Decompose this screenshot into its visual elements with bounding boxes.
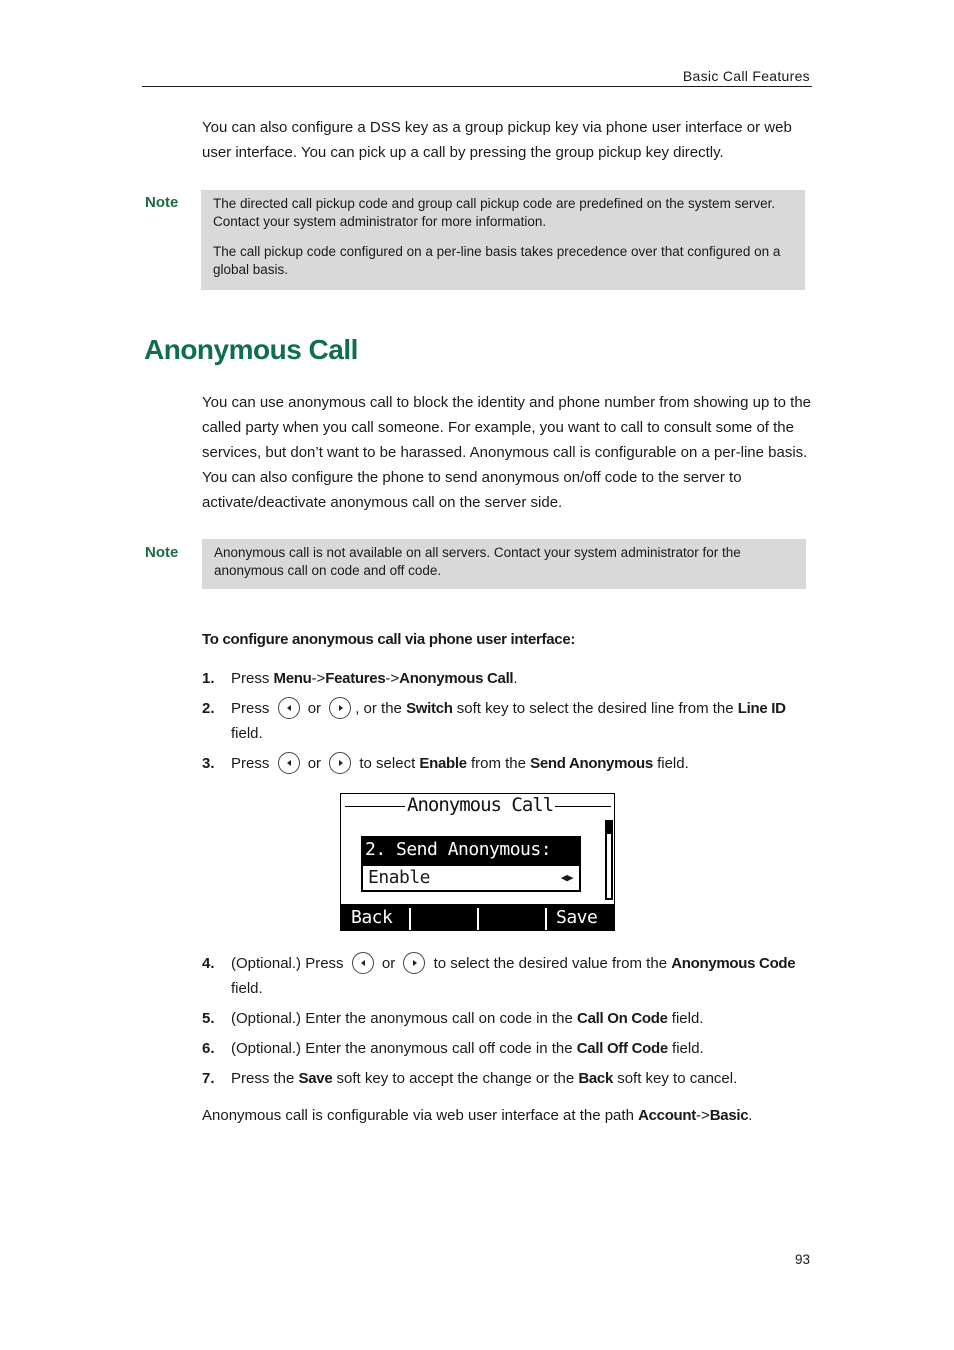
step-number: 6. — [202, 1040, 215, 1057]
procedure-step: 2. Press or , or the Switch soft key to select the desired line from the Line ID field. — [202, 696, 814, 746]
lcd-value-field — [361, 864, 581, 892]
procedure-step: 7. Press the Save soft key to accept the change or the Back soft key to cancel. — [202, 1066, 814, 1091]
header-rule — [142, 86, 812, 87]
lcd-selected-item: 2. Send Anonymous: — [361, 836, 581, 864]
softkey-divider — [409, 908, 411, 930]
step-number: 7. — [202, 1070, 215, 1087]
note-text: Anonymous call is not available on all servers. Contact your system administrator for the anonymous call on code and off code. — [214, 545, 741, 578]
procedure-step: 6. (Optional.) Enter the anonymous call off code in the Call Off Code field. — [202, 1036, 814, 1061]
right-navigation-key-icon — [329, 752, 351, 774]
step-number: 2. — [202, 700, 215, 717]
lcd-scrollbar — [605, 820, 613, 900]
step-number: 1. — [202, 670, 215, 687]
note-text: The directed call pickup code and group call pickup code are predefined on the system server. Contact your system administrator for more information. — [213, 196, 776, 229]
intro-paragraph: You can also configure a DSS key as a group pickup key via phone user interface or web user interface. You can pick up a call by pressing the group pickup key directly. — [202, 119, 792, 161]
phone-lcd-screenshot — [340, 793, 615, 931]
closing-paragraph: Anonymous call is configurable via web user interface at the path Account->Basic. — [202, 1107, 753, 1124]
note-box — [202, 539, 806, 589]
lcd-title-rule — [547, 806, 611, 807]
note-text: The call pickup code configured on a per-line basis takes precedence over that configured on a global basis. — [213, 244, 781, 277]
procedure-step: 4. (Optional.) Press or to select the desired value from the Anonymous Code field. — [202, 951, 814, 1001]
left-navigation-key-icon — [278, 752, 300, 774]
lcd-softkey-bar — [341, 904, 614, 930]
procedure-step: 5. (Optional.) Enter the anonymous call on code in the Call On Code field. — [202, 1006, 814, 1031]
running-header: Basic Call Features — [682, 68, 810, 84]
right-navigation-key-icon — [329, 697, 351, 719]
right-navigation-key-icon — [403, 952, 425, 974]
step-number: 3. — [202, 755, 215, 772]
procedure-step: 1. Press Menu->Features->Anonymous Call. — [202, 666, 814, 691]
note-label: Note — [145, 194, 179, 211]
left-navigation-key-icon — [278, 697, 300, 719]
procedure-title: To configure anonymous call via phone user interface: — [202, 631, 576, 648]
section-paragraph: You can use anonymous call to block the identity and phone number from showing up to the called party when you call someone. For example, you want to call to consult some of the services, but don’t want to be harassed. Anonymous call is configurable on a per-line basis. You can also configure the phone to send anonymous on/off code to the server to activate/deactivate anonymous call on the server side. — [202, 394, 812, 511]
step-number: 4. — [202, 955, 215, 972]
lcd-title: Anonymous Call — [407, 794, 554, 816]
note-box — [201, 190, 805, 290]
softkey-divider — [545, 908, 547, 930]
softkey-save: Save — [556, 907, 598, 928]
note-label: Note — [145, 544, 179, 561]
procedure-step: 3. Press or to select Enable from the Send Anonymous field. — [202, 751, 814, 776]
section-title: Anonymous Call — [144, 334, 358, 365]
softkey-divider — [477, 908, 479, 930]
lcd-value: Enable — [368, 867, 431, 888]
lcd-title-rule — [345, 806, 405, 807]
softkey-back: Back — [351, 907, 393, 928]
left-navigation-key-icon — [352, 952, 374, 974]
left-right-arrows-icon: ◀▶ — [560, 871, 573, 884]
page-number: 93 — [794, 1252, 810, 1267]
step-number: 5. — [202, 1010, 215, 1027]
